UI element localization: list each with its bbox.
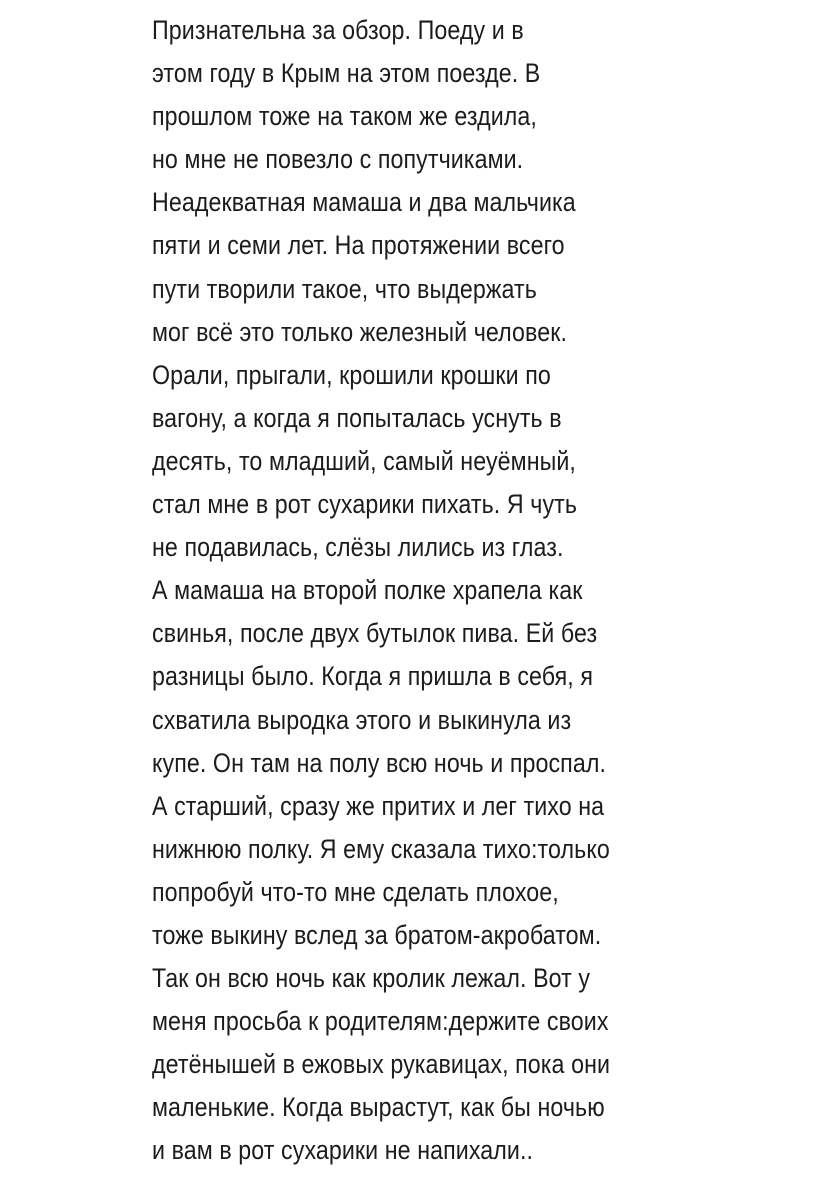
text-line: этом году в Крым на этом поезде. В [152, 58, 541, 89]
text-line: Неадекватная мамаша и два мальчика [152, 187, 576, 218]
text-line: разницы было. Когда я пришла в себя, я [152, 661, 594, 692]
text-line: прошлом тоже на таком же ездила, [152, 101, 537, 132]
text-line: но мне не повезло с попутчиками. [152, 144, 524, 175]
text-line: свинья, после двух бутылок пива. Ей без [152, 618, 598, 649]
text-line: тоже выкину вслед за братом-акробатом. [152, 919, 602, 950]
text-line: меня просьба к родителям:держите своих [152, 1006, 609, 1037]
text-line: вагону, а когда я попыталась уснуть в [152, 402, 562, 433]
text-line: Орали, прыгали, крошили крошки по [152, 359, 551, 390]
text-line: детёнышей в ежовых рукавицах, пока они [152, 1049, 611, 1080]
text-line: маленькие. Когда вырастут, как бы ночью [152, 1092, 605, 1123]
text-line: А старший, сразу же притих и лег тихо на [152, 790, 605, 821]
text-line: Так он всю ночь как кролик лежал. Вот у [152, 963, 591, 994]
comment-text [152, 9, 792, 1173]
text-line: пути творили такое, что выдержать [152, 273, 537, 304]
text-line: купе. Он там на полу всю ночь и проспал. [152, 747, 607, 778]
text-line: десять, то младший, самый неуёмный, [152, 445, 576, 476]
text-line: нижнюю полку. Я ему сказала тихо:только [152, 833, 610, 864]
text-line: А мамаша на второй полке храпела как [152, 575, 583, 606]
text-line: пяти и семи лет. На протяжении всего [152, 230, 565, 261]
text-line: стал мне в рот сухарики пихать. Я чуть [152, 489, 578, 520]
text-line: не подавилась, слёзы лились из глаз. [152, 532, 564, 563]
text-line: мог всё это только железный человек. [152, 316, 568, 347]
text-line: Признательна за обзор. Поеду и в [152, 15, 524, 45]
text-line: схватила выродка этого и выкинула из [152, 704, 572, 735]
text-line: попробуй что-то мне сделать плохое, [152, 876, 559, 907]
text-line: и вам в рот сухарики не напихали.. [152, 1135, 534, 1166]
